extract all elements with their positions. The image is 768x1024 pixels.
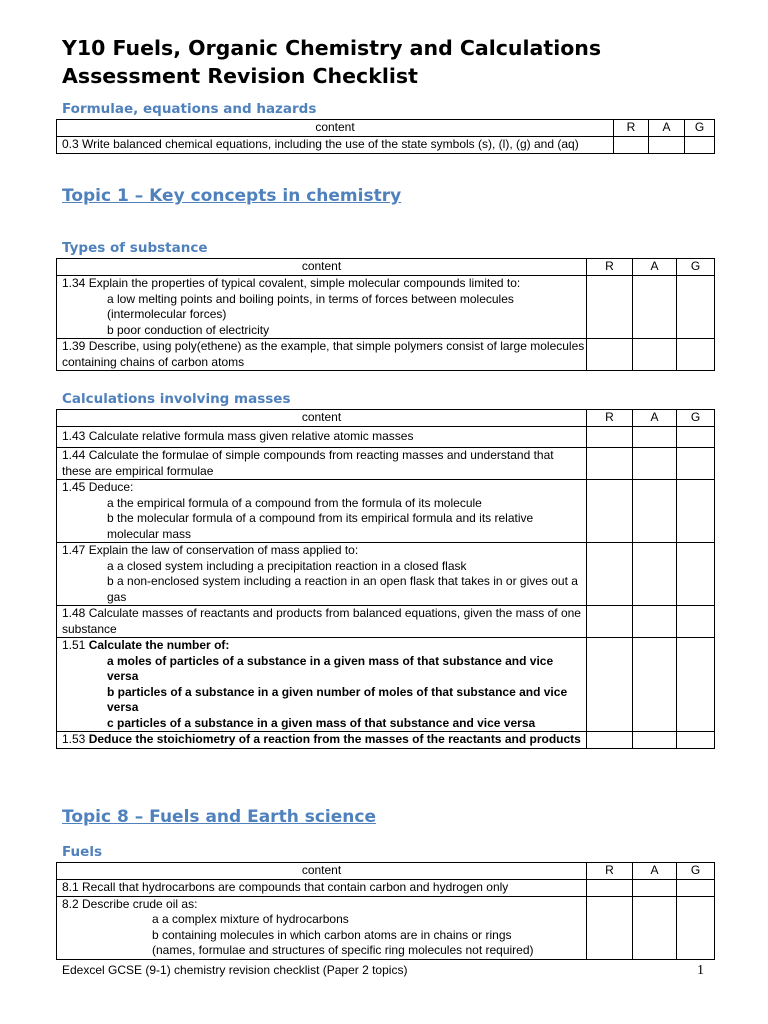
- r-cell[interactable]: [587, 880, 633, 897]
- a-cell[interactable]: [633, 880, 677, 897]
- content-header: content: [57, 120, 614, 137]
- g-cell[interactable]: [677, 543, 715, 606]
- a-header: A: [649, 120, 685, 137]
- table-header-row: [57, 120, 715, 137]
- table-row: [57, 137, 715, 154]
- row-content: [57, 543, 587, 606]
- footer-text: Edexcel GCSE (9-1) chemistry revision checklist (Paper 2 topics): [62, 963, 408, 977]
- row-content: 0.3 Write balanced chemical equations, including the use of the state symbols (s), (l), (g) and (aq): [57, 137, 614, 154]
- row-sub-a: a the empirical formula of a compound from the formula of its molecule: [107, 495, 482, 510]
- types-of-substance-table: [56, 258, 715, 371]
- a-cell[interactable]: [633, 480, 677, 543]
- fuels-heading: Fuels: [62, 844, 102, 860]
- title-line-2: Assessment Revision Checklist: [62, 64, 418, 88]
- row-sub-a: a moles of particles of a substance in a given mass of that substance and vice versa: [107, 653, 554, 683]
- calculations-heading: Calculations involving masses: [62, 391, 291, 407]
- row-content: [57, 276, 587, 339]
- r-header: R: [587, 863, 633, 880]
- row-number: 1.53: [62, 732, 89, 746]
- a-header: A: [633, 410, 677, 427]
- row-intro: 1.34 Explain the properties of typical covalent, simple molecular compounds limited to:: [62, 276, 521, 290]
- r-cell[interactable]: [587, 732, 633, 749]
- a-cell[interactable]: [633, 638, 677, 732]
- a-cell[interactable]: [633, 732, 677, 749]
- g-header: G: [685, 120, 715, 137]
- table-row: [57, 276, 715, 339]
- row-sub-a: a a closed system including a precipitation reaction in a closed flask: [107, 558, 467, 573]
- table-row: [57, 480, 715, 543]
- title-line-1: Y10 Fuels, Organic Chemistry and Calculations: [62, 36, 602, 60]
- a-cell[interactable]: [633, 427, 677, 448]
- table-header-row: [57, 863, 715, 880]
- r-cell[interactable]: [587, 427, 633, 448]
- row-sub-b: b the molecular formula of a compound from its empirical formula and its relative molecular mass: [107, 511, 534, 541]
- a-cell[interactable]: [649, 137, 685, 154]
- g-cell[interactable]: [677, 896, 715, 959]
- table-row: [57, 339, 715, 371]
- row-sub-a: a low melting points and boiling points, in terms of forces between molecules (intermolecular forces): [107, 291, 514, 321]
- a-cell[interactable]: [633, 543, 677, 606]
- content-header: content: [57, 863, 587, 880]
- r-cell[interactable]: [587, 480, 633, 543]
- table-row: [57, 427, 715, 448]
- g-cell[interactable]: [677, 339, 715, 371]
- row-content: [57, 732, 587, 749]
- content-header: content: [57, 410, 587, 427]
- g-cell[interactable]: [677, 427, 715, 448]
- a-cell[interactable]: [633, 339, 677, 371]
- r-cell[interactable]: [587, 543, 633, 606]
- row-text: Deduce the stoichiometry of a reaction from the masses of the reactants and products: [88, 732, 581, 746]
- row-content: [57, 480, 587, 543]
- r-cell[interactable]: [587, 448, 633, 480]
- row-sub-b: b containing molecules in which carbon atoms are in chains or rings: [152, 927, 512, 942]
- row-intro: 8.2 Describe crude oil as:: [62, 896, 198, 911]
- r-header: R: [587, 410, 633, 427]
- r-cell[interactable]: [614, 137, 649, 154]
- row-sub-b: b poor conduction of electricity: [107, 322, 270, 337]
- row-content: 1.48 Calculate masses of reactants and products from balanced equations, given the mass of one substance: [57, 606, 587, 638]
- types-of-substance-heading: Types of substance: [62, 240, 208, 256]
- g-header: G: [677, 259, 715, 276]
- formulae-heading: Formulae, equations and hazards: [62, 101, 317, 117]
- row-content: [57, 896, 587, 959]
- topic-8-heading: Topic 8 – Fuels and Earth science: [62, 807, 376, 827]
- row-note: (names, formulae and structures of specific ring molecules not required): [152, 943, 534, 957]
- g-cell[interactable]: [677, 448, 715, 480]
- g-cell[interactable]: [677, 276, 715, 339]
- g-cell[interactable]: [677, 880, 715, 897]
- r-cell[interactable]: [587, 339, 633, 371]
- table-row: [57, 638, 715, 732]
- r-header: R: [614, 120, 649, 137]
- a-header: A: [633, 863, 677, 880]
- a-header: A: [633, 259, 677, 276]
- g-cell[interactable]: [677, 638, 715, 732]
- formulae-table: [56, 119, 715, 154]
- a-cell[interactable]: [633, 448, 677, 480]
- g-cell[interactable]: [677, 606, 715, 638]
- row-content: 1.44 Calculate the formulae of simple compounds from reacting masses and understand that these are empirical formulae: [57, 448, 587, 480]
- table-row: [57, 896, 715, 959]
- page-number: 1: [697, 963, 704, 978]
- a-cell[interactable]: [633, 276, 677, 339]
- calculations-table: [56, 409, 715, 749]
- row-sub-b: b particles of a substance in a given number of moles of that substance and vice versa: [107, 684, 568, 714]
- table-row: [57, 448, 715, 480]
- row-number: 1.51: [62, 638, 89, 652]
- page-title: [62, 34, 601, 90]
- row-sub-c: c particles of a substance in a given mass of that substance and vice versa: [107, 715, 536, 730]
- fuels-table: [56, 862, 715, 960]
- content-header: content: [57, 259, 587, 276]
- row-intro: 1.45 Deduce:: [62, 480, 134, 494]
- g-header: G: [677, 863, 715, 880]
- a-cell[interactable]: [633, 896, 677, 959]
- table-row: [57, 880, 715, 897]
- row-content: [57, 638, 587, 732]
- row-intro: [62, 638, 586, 654]
- table-row: [57, 732, 715, 749]
- row-content: 1.43 Calculate relative formula mass given relative atomic masses: [57, 427, 587, 448]
- r-cell[interactable]: [587, 276, 633, 339]
- row-sub-a: a a complex mixture of hydrocarbons: [152, 912, 349, 926]
- table-row: [57, 606, 715, 638]
- row-content: 1.39 Describe, using poly(ethene) as the example, that simple polymers consist of large molecules containing chains of carbon atoms: [57, 339, 587, 371]
- row-sub-b: b a non-enclosed system including a reaction in an open flask that takes in or gives out a gas: [107, 574, 578, 604]
- r-cell[interactable]: [587, 896, 633, 959]
- g-cell[interactable]: [685, 137, 715, 154]
- table-row: [57, 543, 715, 606]
- r-cell[interactable]: [587, 638, 633, 732]
- g-header: G: [677, 410, 715, 427]
- topic-1-heading: Topic 1 – Key concepts in chemistry: [62, 186, 402, 206]
- a-cell[interactable]: [633, 606, 677, 638]
- row-content: 8.1 Recall that hydrocarbons are compounds that contain carbon and hydrogen only: [57, 880, 587, 897]
- g-cell[interactable]: [677, 732, 715, 749]
- row-intro-text: Calculate the number of:: [88, 638, 230, 652]
- r-header: R: [587, 259, 633, 276]
- g-cell[interactable]: [677, 480, 715, 543]
- table-header-row: [57, 259, 715, 276]
- row-intro: 1.47 Explain the law of conservation of mass applied to:: [62, 543, 359, 557]
- table-header-row: [57, 410, 715, 427]
- r-cell[interactable]: [587, 606, 633, 638]
